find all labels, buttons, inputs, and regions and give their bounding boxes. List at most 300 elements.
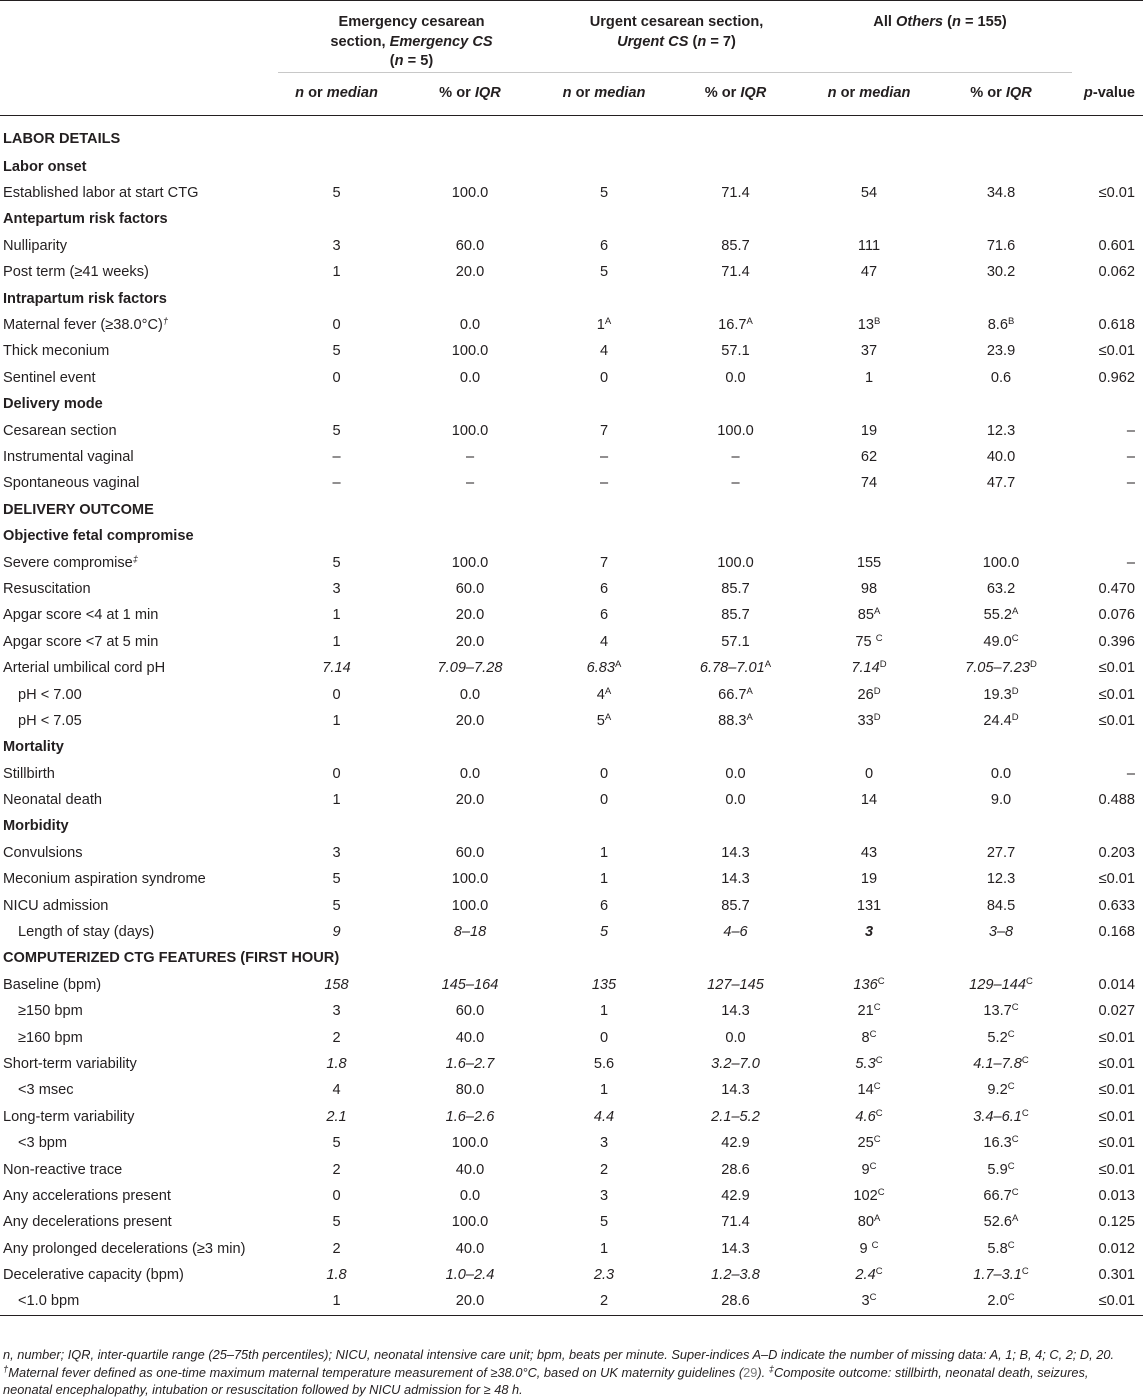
row-label	[0, 1051, 278, 1077]
missing-data-mark: C	[1021, 1266, 1029, 1278]
row-label-text: <3 bpm	[18, 1135, 68, 1152]
row-label	[0, 1209, 278, 1235]
cell-text: 7	[599, 422, 609, 439]
subsection-title: Morbidity	[3, 818, 69, 835]
cell-value	[663, 919, 808, 945]
cell-value	[395, 787, 545, 813]
missing-data-mark: C	[1007, 1028, 1015, 1040]
p-value: –	[1126, 765, 1136, 782]
cell-text: 2	[332, 1240, 341, 1257]
cell-text: 1.7–3.1	[973, 1267, 1022, 1284]
cell-value	[930, 259, 1072, 285]
subsection-header-row	[0, 154, 1143, 180]
cell-value	[278, 787, 395, 813]
missing-data-mark: C	[875, 1054, 883, 1066]
cell-value	[545, 259, 663, 285]
cell-text: 14.3	[721, 844, 750, 861]
p-value: ≤0.01	[1098, 1108, 1136, 1125]
footnote-text: n, number; IQR, inter-quartile range (25–75th percentiles); NICU, neonatal intensive care unit; bpm, beats per minute. Super-indices A–D indicate the number of missing data: A, 1; B, 4; C, 2; D, 20.	[3, 1347, 1115, 1362]
cell-value	[808, 312, 930, 338]
cell-text: 100.0	[451, 1214, 489, 1231]
cell-value	[663, 338, 808, 364]
cell-text: 71.4	[721, 1214, 750, 1231]
table-row	[0, 1077, 1143, 1103]
row-label-text: Post term (≥41 weeks)	[3, 264, 149, 281]
cell-value	[808, 576, 930, 602]
cell-text: 2	[599, 1293, 609, 1310]
cell-text: 1	[332, 792, 341, 809]
cell-text: 20.0	[455, 633, 485, 650]
cell-text: 5	[332, 1214, 341, 1231]
cell-value	[663, 629, 808, 655]
cell-text: 12.3	[986, 422, 1016, 439]
cell-value	[663, 972, 808, 998]
header-text: (	[688, 33, 698, 50]
cell-text: 8	[861, 1029, 870, 1046]
cell-value	[545, 681, 663, 707]
section-header-row	[0, 115, 1143, 154]
cell-text: 1.8	[326, 1055, 347, 1072]
row-label	[0, 312, 278, 338]
cell-text: 1	[599, 871, 609, 888]
cell-text: 2.4	[855, 1267, 876, 1284]
cell-text: 7.14	[851, 660, 880, 677]
cell-text: 145–164	[441, 976, 499, 993]
cell-text: 4.1–7.8	[973, 1055, 1022, 1072]
cell-text: 66.7	[718, 686, 747, 703]
cell-value	[395, 233, 545, 259]
cell-text: 5	[332, 185, 341, 202]
row-label	[0, 840, 278, 866]
cell-value	[663, 549, 808, 575]
cell-text: 127–145	[707, 976, 764, 993]
sub-text: -value	[1092, 84, 1136, 101]
footnote-text: Composite outcome: stillbirth, neonatal death, seizures, neonatal encephalopathy, intubation or resuscitation followed by NICU admission for ≥ 48 h.	[3, 1364, 1089, 1397]
row-label	[0, 1130, 278, 1156]
table-row	[0, 576, 1143, 602]
cell-value	[395, 1024, 545, 1050]
subsection-header-row	[0, 523, 1143, 549]
cell-value	[663, 180, 808, 206]
table-row	[0, 1156, 1143, 1182]
cell-value	[808, 972, 930, 998]
cell-text: 0	[332, 686, 341, 703]
header-all-others	[808, 1, 1072, 73]
header-text: = 155)	[960, 14, 1007, 30]
cell-value	[545, 1130, 663, 1156]
table-header	[0, 1, 1143, 116]
cell-text: 0.0	[725, 765, 746, 782]
cell-value	[808, 760, 930, 786]
cell-text: 20.0	[455, 607, 485, 624]
row-label	[0, 655, 278, 681]
subsection-title: Mortality	[3, 739, 64, 756]
cell-text: 42.9	[721, 1187, 750, 1204]
p-value: 0.633	[1098, 897, 1136, 914]
subheader-n	[278, 72, 395, 115]
table-row	[0, 892, 1143, 918]
row-label	[0, 1288, 278, 1315]
footnote-text: ).	[757, 1364, 769, 1380]
cell-text: 136	[853, 976, 878, 993]
sub-text: n	[295, 84, 305, 101]
cell-value	[395, 259, 545, 285]
cell-value	[545, 1077, 663, 1103]
cell-value	[545, 365, 663, 391]
sub-text: % or	[970, 84, 1006, 101]
cell-value	[278, 602, 395, 628]
cell-value	[395, 998, 545, 1024]
cell-value	[395, 1130, 545, 1156]
table-row	[0, 365, 1143, 391]
sub-text: p	[1083, 84, 1093, 101]
p-value: 0.062	[1098, 264, 1136, 281]
row-label	[0, 629, 278, 655]
table-row	[0, 259, 1143, 285]
cell-text: 5.6	[593, 1055, 615, 1072]
cell-text: 1.6–2.6	[445, 1108, 495, 1125]
reference-link[interactable]: 29	[743, 1364, 758, 1380]
row-label-text: Convulsions	[3, 844, 83, 861]
cell-text: 6	[599, 607, 609, 624]
header-text: n	[394, 53, 404, 69]
cell-text: 3	[599, 1187, 609, 1204]
cell-value	[545, 629, 663, 655]
cell-value	[395, 866, 545, 892]
cell-value	[930, 549, 1072, 575]
cell-text: 42.9	[721, 1135, 750, 1152]
cell-value	[930, 998, 1072, 1024]
cell-text: 0	[599, 369, 609, 386]
cell-text: 62	[860, 448, 878, 465]
cell-value	[930, 972, 1072, 998]
cell-text: –	[465, 475, 475, 492]
cell-text: 100.0	[982, 554, 1020, 571]
cell-value	[930, 417, 1072, 443]
cell-value	[808, 1288, 930, 1315]
cell-text: –	[332, 475, 341, 492]
cell-value	[278, 760, 395, 786]
cell-text: 4	[596, 686, 605, 703]
cell-text: 60.0	[455, 237, 485, 254]
subsection-header-row	[0, 391, 1143, 417]
missing-data-mark: C	[873, 1134, 881, 1146]
cell-text: 0	[864, 765, 874, 782]
cell-text: 0	[599, 1029, 609, 1046]
table-row	[0, 1051, 1143, 1077]
row-label	[0, 1262, 278, 1288]
cell-text: 3	[332, 580, 341, 597]
cell-value	[663, 1183, 808, 1209]
cell-value	[930, 233, 1072, 259]
table-row	[0, 1024, 1143, 1050]
cell-value	[278, 1051, 395, 1077]
row-label	[0, 1236, 278, 1262]
cell-text: 111	[857, 237, 881, 254]
subsection-title: Delivery mode	[3, 396, 103, 413]
missing-data-mark: A	[746, 711, 753, 723]
table-row	[0, 1209, 1143, 1235]
row-label-text: <3 msec	[18, 1082, 74, 1099]
cell-value	[663, 708, 808, 734]
cell-text: 5.2	[987, 1029, 1008, 1046]
cell-text: 20.0	[455, 1293, 485, 1310]
missing-data-mark: C	[1007, 1081, 1015, 1093]
cell-value	[395, 365, 545, 391]
cell-text: 20.0	[455, 264, 485, 281]
cell-text: 100.0	[451, 185, 489, 202]
header-text: n	[697, 33, 707, 50]
p-value: 0.618	[1098, 317, 1136, 334]
row-label	[0, 365, 278, 391]
missing-data-mark: C	[869, 1028, 877, 1040]
cell-text: 100.0	[717, 422, 754, 439]
table-row	[0, 233, 1143, 259]
table-row	[0, 681, 1143, 707]
cell-value	[545, 708, 663, 734]
missing-data-mark: D	[1011, 685, 1019, 697]
cell-value	[808, 919, 930, 945]
cell-value	[395, 470, 545, 496]
table-row	[0, 655, 1143, 681]
cell-value	[278, 866, 395, 892]
p-value: –	[1126, 475, 1136, 492]
table-row	[0, 1104, 1143, 1130]
cell-value	[663, 1077, 808, 1103]
cell-text: 1.6–2.7	[445, 1055, 495, 1072]
row-label	[0, 708, 278, 734]
cell-text: 2.1–5.2	[711, 1108, 760, 1125]
cell-text: 100.0	[451, 554, 489, 571]
cell-text: 21	[857, 1003, 874, 1020]
cell-value	[395, 892, 545, 918]
p-value: ≤0.01	[1098, 343, 1136, 360]
cell-text: 2.1	[326, 1108, 347, 1125]
row-label-text: Any prolonged decelerations (≥3 min)	[3, 1240, 246, 1257]
cell-value	[808, 629, 930, 655]
table-row	[0, 998, 1143, 1024]
sub-text: median	[326, 84, 378, 101]
subheader-pvalue	[1072, 72, 1143, 115]
cell-text: 40.0	[455, 1240, 485, 1257]
cell-text: 100.0	[451, 897, 489, 914]
cell-text: 1	[864, 369, 874, 386]
sub-text: IQR	[740, 84, 767, 101]
cell-value	[930, 1051, 1072, 1077]
subsection-header-row	[0, 813, 1143, 839]
subheader-pct	[930, 72, 1072, 115]
cell-text: 0.0	[725, 792, 746, 809]
missing-data-mark: C	[1011, 1186, 1019, 1198]
cell-value	[930, 1183, 1072, 1209]
cell-value	[663, 1024, 808, 1050]
cell-text: 6	[599, 580, 609, 597]
cell-text: 0.0	[459, 369, 481, 386]
row-label	[0, 417, 278, 443]
missing-data-mark: D	[879, 659, 887, 671]
row-label-text: Length of stay (days)	[18, 924, 155, 941]
row-label-text: Any decelerations present	[3, 1214, 172, 1231]
cell-value	[278, 470, 395, 496]
cell-text: 5.3	[855, 1055, 876, 1072]
cell-value	[930, 760, 1072, 786]
subsection-title: Labor onset	[3, 158, 87, 175]
missing-data-mark: A	[1012, 1213, 1019, 1225]
cell-value	[545, 233, 663, 259]
cell-text: 4	[599, 633, 609, 650]
cell-value	[278, 708, 395, 734]
cell-value	[808, 708, 930, 734]
cell-value	[545, 180, 663, 206]
cell-text: 4.6	[855, 1108, 876, 1125]
cell-text: 8–18	[453, 924, 487, 941]
cell-value	[395, 1183, 545, 1209]
cell-text: 1	[599, 844, 609, 861]
cell-text: 85.7	[721, 237, 750, 254]
cell-text: 3	[599, 1135, 609, 1152]
cell-value	[545, 840, 663, 866]
cell-text: 34.8	[986, 185, 1016, 202]
cell-value	[808, 655, 930, 681]
cell-text: 5	[599, 924, 609, 941]
cell-value	[808, 1183, 930, 1209]
cell-value	[278, 1104, 395, 1130]
cell-value	[545, 1209, 663, 1235]
missing-data-mark: A	[1012, 606, 1019, 618]
p-value: ≤0.01	[1072, 1288, 1143, 1315]
cell-text: 57.1	[721, 343, 750, 360]
cell-value	[808, 1024, 930, 1050]
cell-value	[395, 1104, 545, 1130]
cell-text: 155	[856, 554, 882, 571]
cell-text: 1	[599, 1240, 609, 1257]
cell-value	[930, 1209, 1072, 1235]
subsection-header-row	[0, 734, 1143, 760]
p-value: –	[1126, 422, 1136, 439]
cell-value	[930, 602, 1072, 628]
cell-value	[278, 1077, 395, 1103]
cell-text: 52.6	[983, 1214, 1013, 1231]
row-label-text: Arterial umbilical cord pH	[3, 660, 166, 677]
table-row	[0, 840, 1143, 866]
cell-text: 0.0	[725, 1029, 746, 1046]
cell-text: 5.8	[987, 1240, 1008, 1257]
cell-text: 28.6	[721, 1161, 750, 1178]
cell-text: 57.1	[721, 633, 750, 650]
missing-data-mark: A	[615, 659, 622, 671]
header-text: (	[943, 14, 952, 30]
table-row	[0, 602, 1143, 628]
header-label-col	[0, 72, 278, 115]
table-row	[0, 470, 1143, 496]
cell-text: 4	[599, 343, 609, 360]
cell-value	[545, 1104, 663, 1130]
p-value: –	[1126, 448, 1136, 465]
cell-value	[545, 1183, 663, 1209]
p-value: ≤0.01	[1098, 871, 1136, 888]
p-value: 0.962	[1098, 369, 1136, 386]
cell-value	[930, 629, 1072, 655]
cell-value	[808, 998, 930, 1024]
row-label-text: Long-term variability	[3, 1108, 135, 1125]
cell-text: 3	[332, 237, 341, 254]
cell-text: 135	[591, 976, 617, 993]
p-value: 0.470	[1098, 580, 1136, 597]
cell-value	[278, 1236, 395, 1262]
cell-value	[278, 1288, 395, 1315]
cell-text: 40.0	[986, 448, 1016, 465]
missing-data-mark: A	[604, 685, 612, 697]
cell-text: 5	[599, 264, 609, 281]
footnote-mark: †	[3, 1363, 9, 1375]
cell-text: 9	[332, 924, 341, 941]
p-value: 0.301	[1098, 1267, 1136, 1284]
cell-text: 0	[332, 317, 341, 334]
cell-text: 40.0	[455, 1161, 485, 1178]
row-label	[0, 576, 278, 602]
subheader-pct	[663, 72, 808, 115]
cell-value	[808, 602, 930, 628]
cell-text: 3	[332, 844, 341, 861]
cell-value	[278, 1130, 395, 1156]
p-value: ≤0.01	[1098, 185, 1136, 202]
cell-value	[278, 576, 395, 602]
cell-text: 1	[599, 1003, 609, 1020]
cell-text: 37	[860, 343, 878, 360]
sub-text: or	[836, 84, 860, 101]
missing-data-mark: C	[1007, 1160, 1015, 1172]
table-row	[0, 338, 1143, 364]
cell-value	[278, 549, 395, 575]
cell-text: 5	[599, 1214, 609, 1231]
cell-text: 5	[332, 343, 341, 360]
cell-text: 9	[861, 1161, 870, 1178]
cell-text: 9.0	[990, 792, 1012, 809]
cell-text: 49.0	[983, 633, 1012, 650]
row-label	[0, 998, 278, 1024]
sub-text: n	[827, 84, 837, 101]
cell-text: 19.3	[983, 686, 1012, 703]
row-label-text: Severe compromise	[3, 554, 133, 571]
header-text: Emergency CS	[389, 33, 493, 50]
cell-text: 28.6	[721, 1293, 750, 1310]
sub-text: % or	[439, 84, 475, 101]
cell-value	[545, 1262, 663, 1288]
cell-value	[278, 365, 395, 391]
cell-value	[808, 470, 930, 496]
cell-text: 55.2	[983, 607, 1013, 624]
table-row	[0, 760, 1143, 786]
cell-value	[545, 760, 663, 786]
cell-value	[395, 312, 545, 338]
row-label-text: Apgar score <4 at 1 min	[3, 607, 159, 624]
cell-value	[395, 1236, 545, 1262]
sub-text: or	[571, 84, 595, 101]
header-text: Emergency cesarean	[338, 14, 485, 30]
cell-value	[808, 681, 930, 707]
cell-value	[545, 866, 663, 892]
cell-text: 100.0	[717, 554, 754, 571]
cell-text: 13.7	[983, 1003, 1012, 1020]
cell-value	[278, 919, 395, 945]
cell-text: 43	[860, 844, 878, 861]
cell-value	[930, 1156, 1072, 1182]
table-row	[0, 708, 1143, 734]
cell-text: 158	[324, 976, 349, 993]
cell-value	[930, 1262, 1072, 1288]
row-label	[0, 787, 278, 813]
p-value: 0.168	[1098, 924, 1136, 941]
